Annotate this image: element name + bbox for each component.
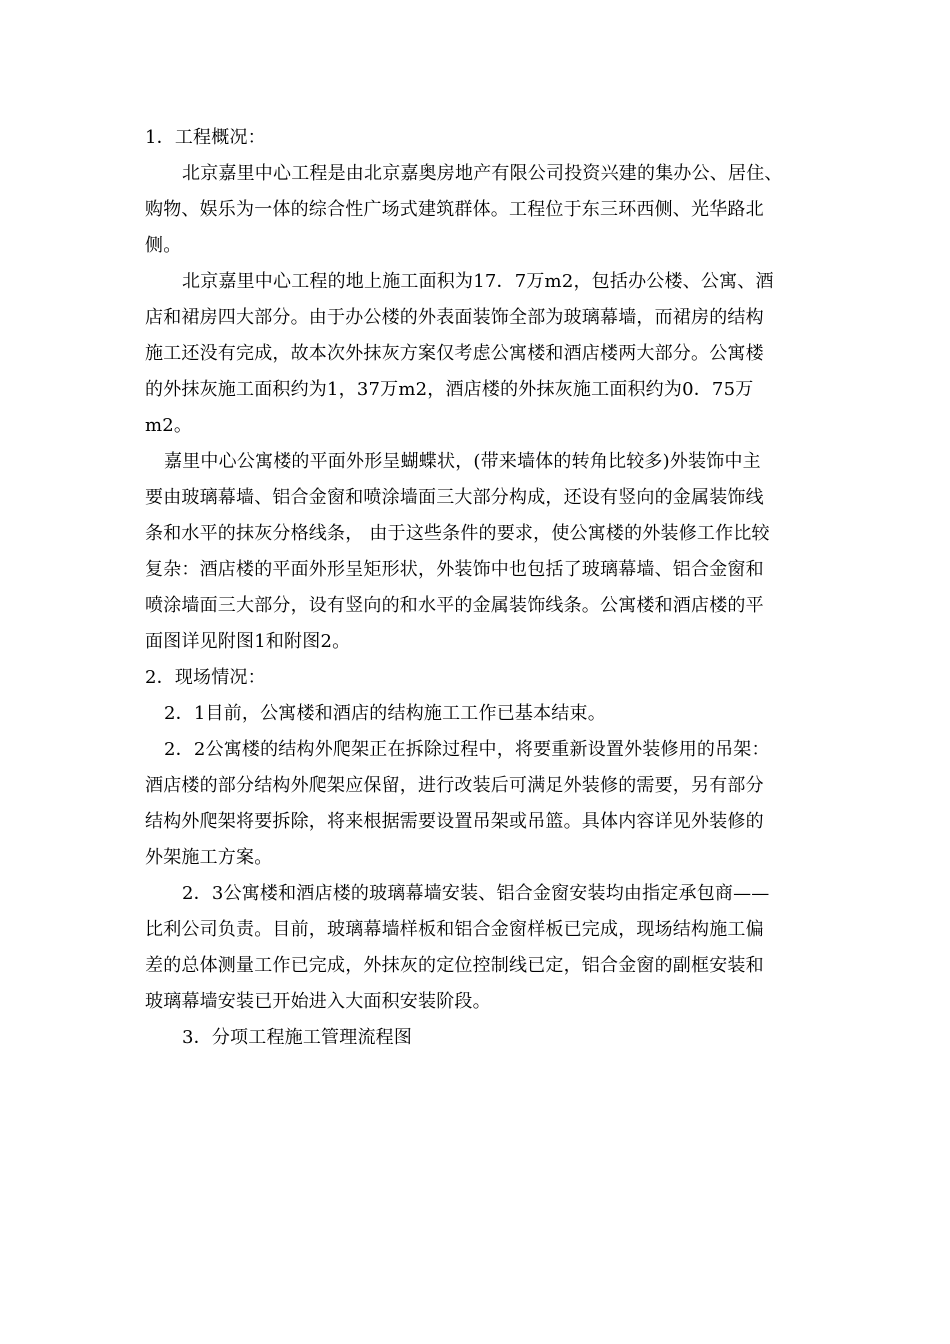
- section-heading-2: 2．现场情况：: [145, 667, 266, 688]
- paragraph-line: 侧。: [145, 235, 182, 256]
- paragraph-line: 的外抹灰施工面积约为1，37万m2，酒店楼的外抹灰施工面积约为0．75万: [145, 379, 754, 400]
- paragraph-line: 外架施工方案。: [145, 847, 273, 868]
- paragraph-line: 酒店楼的部分结构外爬架应保留，进行改装后可满足外装修的需要，另有部分: [145, 775, 764, 796]
- paragraph-line: 店和裙房四大部分。由于办公楼的外表面装饰全部为玻璃幕墙，而裙房的结构: [145, 307, 764, 328]
- section-heading-3: 3．分项工程施工管理流程图: [182, 1027, 413, 1048]
- paragraph-line: 玻璃幕墙安装已开始进入大面积安装阶段。: [145, 991, 491, 1012]
- paragraph-line: 嘉里中心公寓楼的平面外形呈蝴蝶状，(带来墙体的转角比较多)外装饰中主: [164, 451, 761, 472]
- paragraph-line: 施工还没有完成，故本次外抹灰方案仅考虑公寓楼和酒店楼两大部分。公寓楼: [145, 343, 764, 364]
- paragraph-line: 2．1目前，公寓楼和酒店的结构施工工作已基本结束。: [164, 703, 606, 724]
- paragraph-line: 2．3公寓楼和酒店楼的玻璃幕墙安装、铝合金窗安装均由指定承包商——: [182, 883, 770, 904]
- paragraph-line: m2。: [145, 415, 193, 436]
- paragraph-line: 2．2公寓楼的结构外爬架正在拆除过程中，将要重新设置外装修用的吊架：: [164, 739, 770, 760]
- paragraph-line: 面图详见附图1和附图2。: [145, 631, 351, 652]
- paragraph-line: 条和水平的抹灰分格线条， 由于这些条件的要求，使公寓楼的外装修工作比较: [145, 523, 770, 544]
- paragraph-line: 结构外爬架将要拆除，将来根据需要设置吊架或吊篮。具体内容详见外装修的: [145, 811, 764, 832]
- paragraph-line: 喷涂墙面三大部分，设有竖向的和水平的金属装饰线条。公寓楼和酒店楼的平: [145, 595, 764, 616]
- paragraph-line: 复杂：酒店楼的平面外形呈矩形状，外装饰中也包括了玻璃幕墙、铝合金窗和: [145, 559, 764, 580]
- paragraph-line: 购物、娱乐为一体的综合性广场式建筑群体。工程位于东三环西侧、光华路北: [145, 199, 764, 220]
- paragraph-line: 比利公司负责。目前，玻璃幕墙样板和铝合金窗样板已完成，现场结构施工偏: [145, 919, 764, 940]
- paragraph-line: 北京嘉里中心工程的地上施工面积为17．7万m2，包括办公楼、公寓、酒: [182, 271, 774, 292]
- paragraph-line: 要由玻璃幕墙、铝合金窗和喷涂墙面三大部分构成，还设有竖向的金属装饰线: [145, 487, 764, 508]
- paragraph-line: 差的总体测量工作已完成，外抹灰的定位控制线已定，铝合金窗的副框安装和: [145, 955, 764, 976]
- paragraph-line: 北京嘉里中心工程是由北京嘉奥房地产有限公司投资兴建的集办公、居住、: [182, 163, 783, 184]
- section-heading-1: 1．工程概况：: [145, 127, 266, 148]
